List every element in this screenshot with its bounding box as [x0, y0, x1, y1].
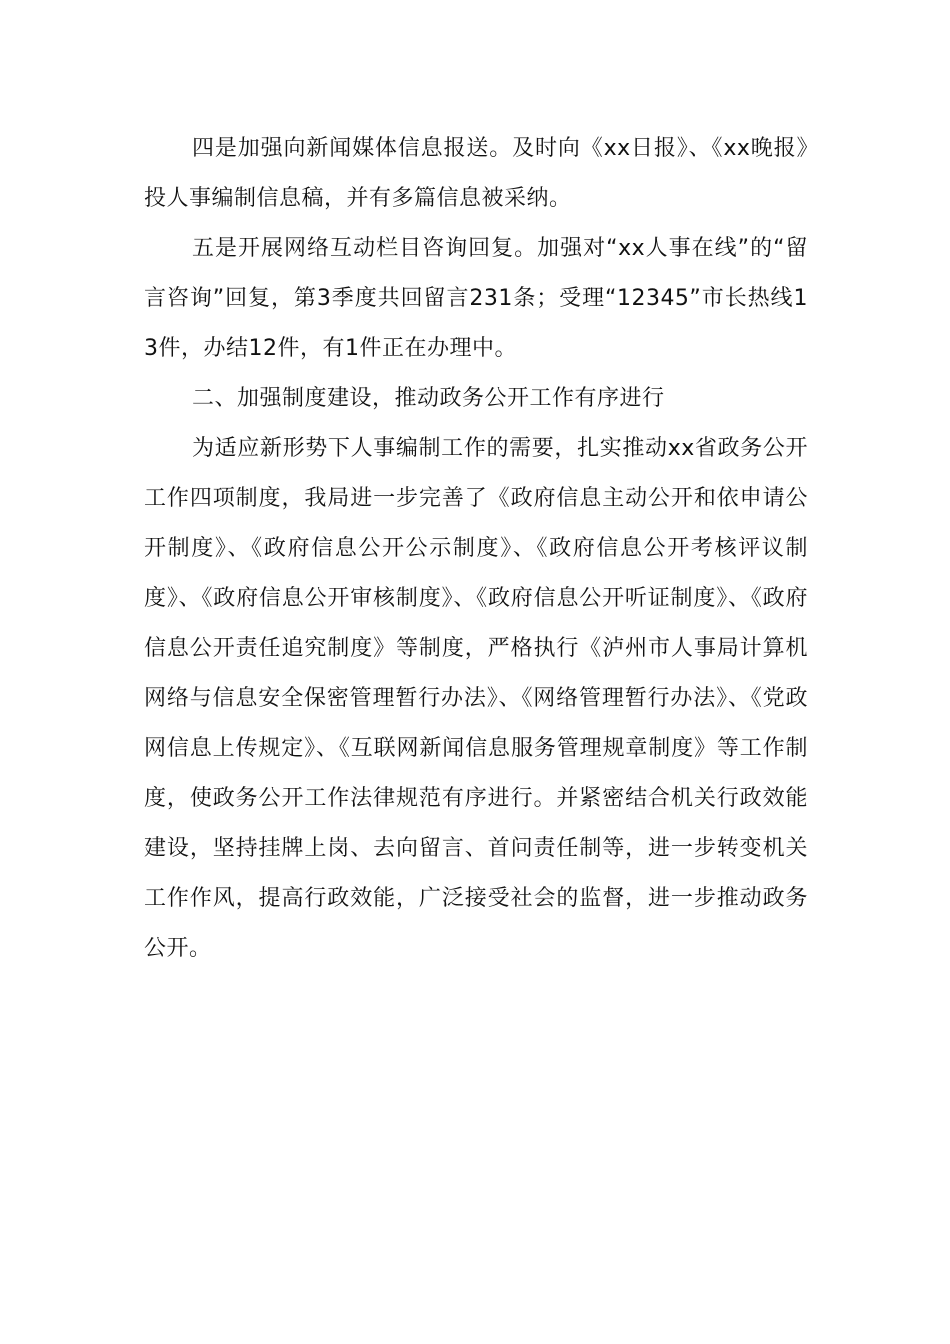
document-page [144, 124, 808, 974]
section-heading: 二、加强制度建设，推动政务公开工作有序进行 [192, 386, 665, 411]
paragraph-online-consultation: 五是开展网络互动栏目咨询回复。加强对“xx人事在线”的“留言咨询”回复，第3季度共回留言231条；受理“12345”市长热线13件，办结12件，有1件正在办理中。 [144, 236, 808, 361]
paragraph-system-building: 为适应新形势下人事编制工作的需要，扎实推动xx省政务公开工作四项制度，我局进一步完善了《政府信息主动公开和依申请公开制度》、《政府信息公开公示制度》、《政府信息公开考核评议制度》、《政府信息公开审核制度》、《政府信息公开听证制度》、《政府信息公开责任追究制度》等制度，严格执行《泸州市人事局计算机网络与信息安全保密管理暂行办法》、《网络管理暂行办法》、《党政网信息上传规定》、《互联网新闻信息服务管理规章制度》等工作制度，使政务公开工作法律规范有序进行。并紧密结合机关行政效能建设，坚持挂牌上岗、去向留言、首问责任制等，进一步转变机关工作作风，提高行政效能，广泛接受社会的监督，进一步推动政务公开。 [144, 436, 808, 961]
paragraph-news-media-reporting: 四是加强向新闻媒体信息报送。及时向《xx日报》、《xx晚报》投人事编制信息稿，并有多篇信息被采纳。 [144, 136, 808, 211]
